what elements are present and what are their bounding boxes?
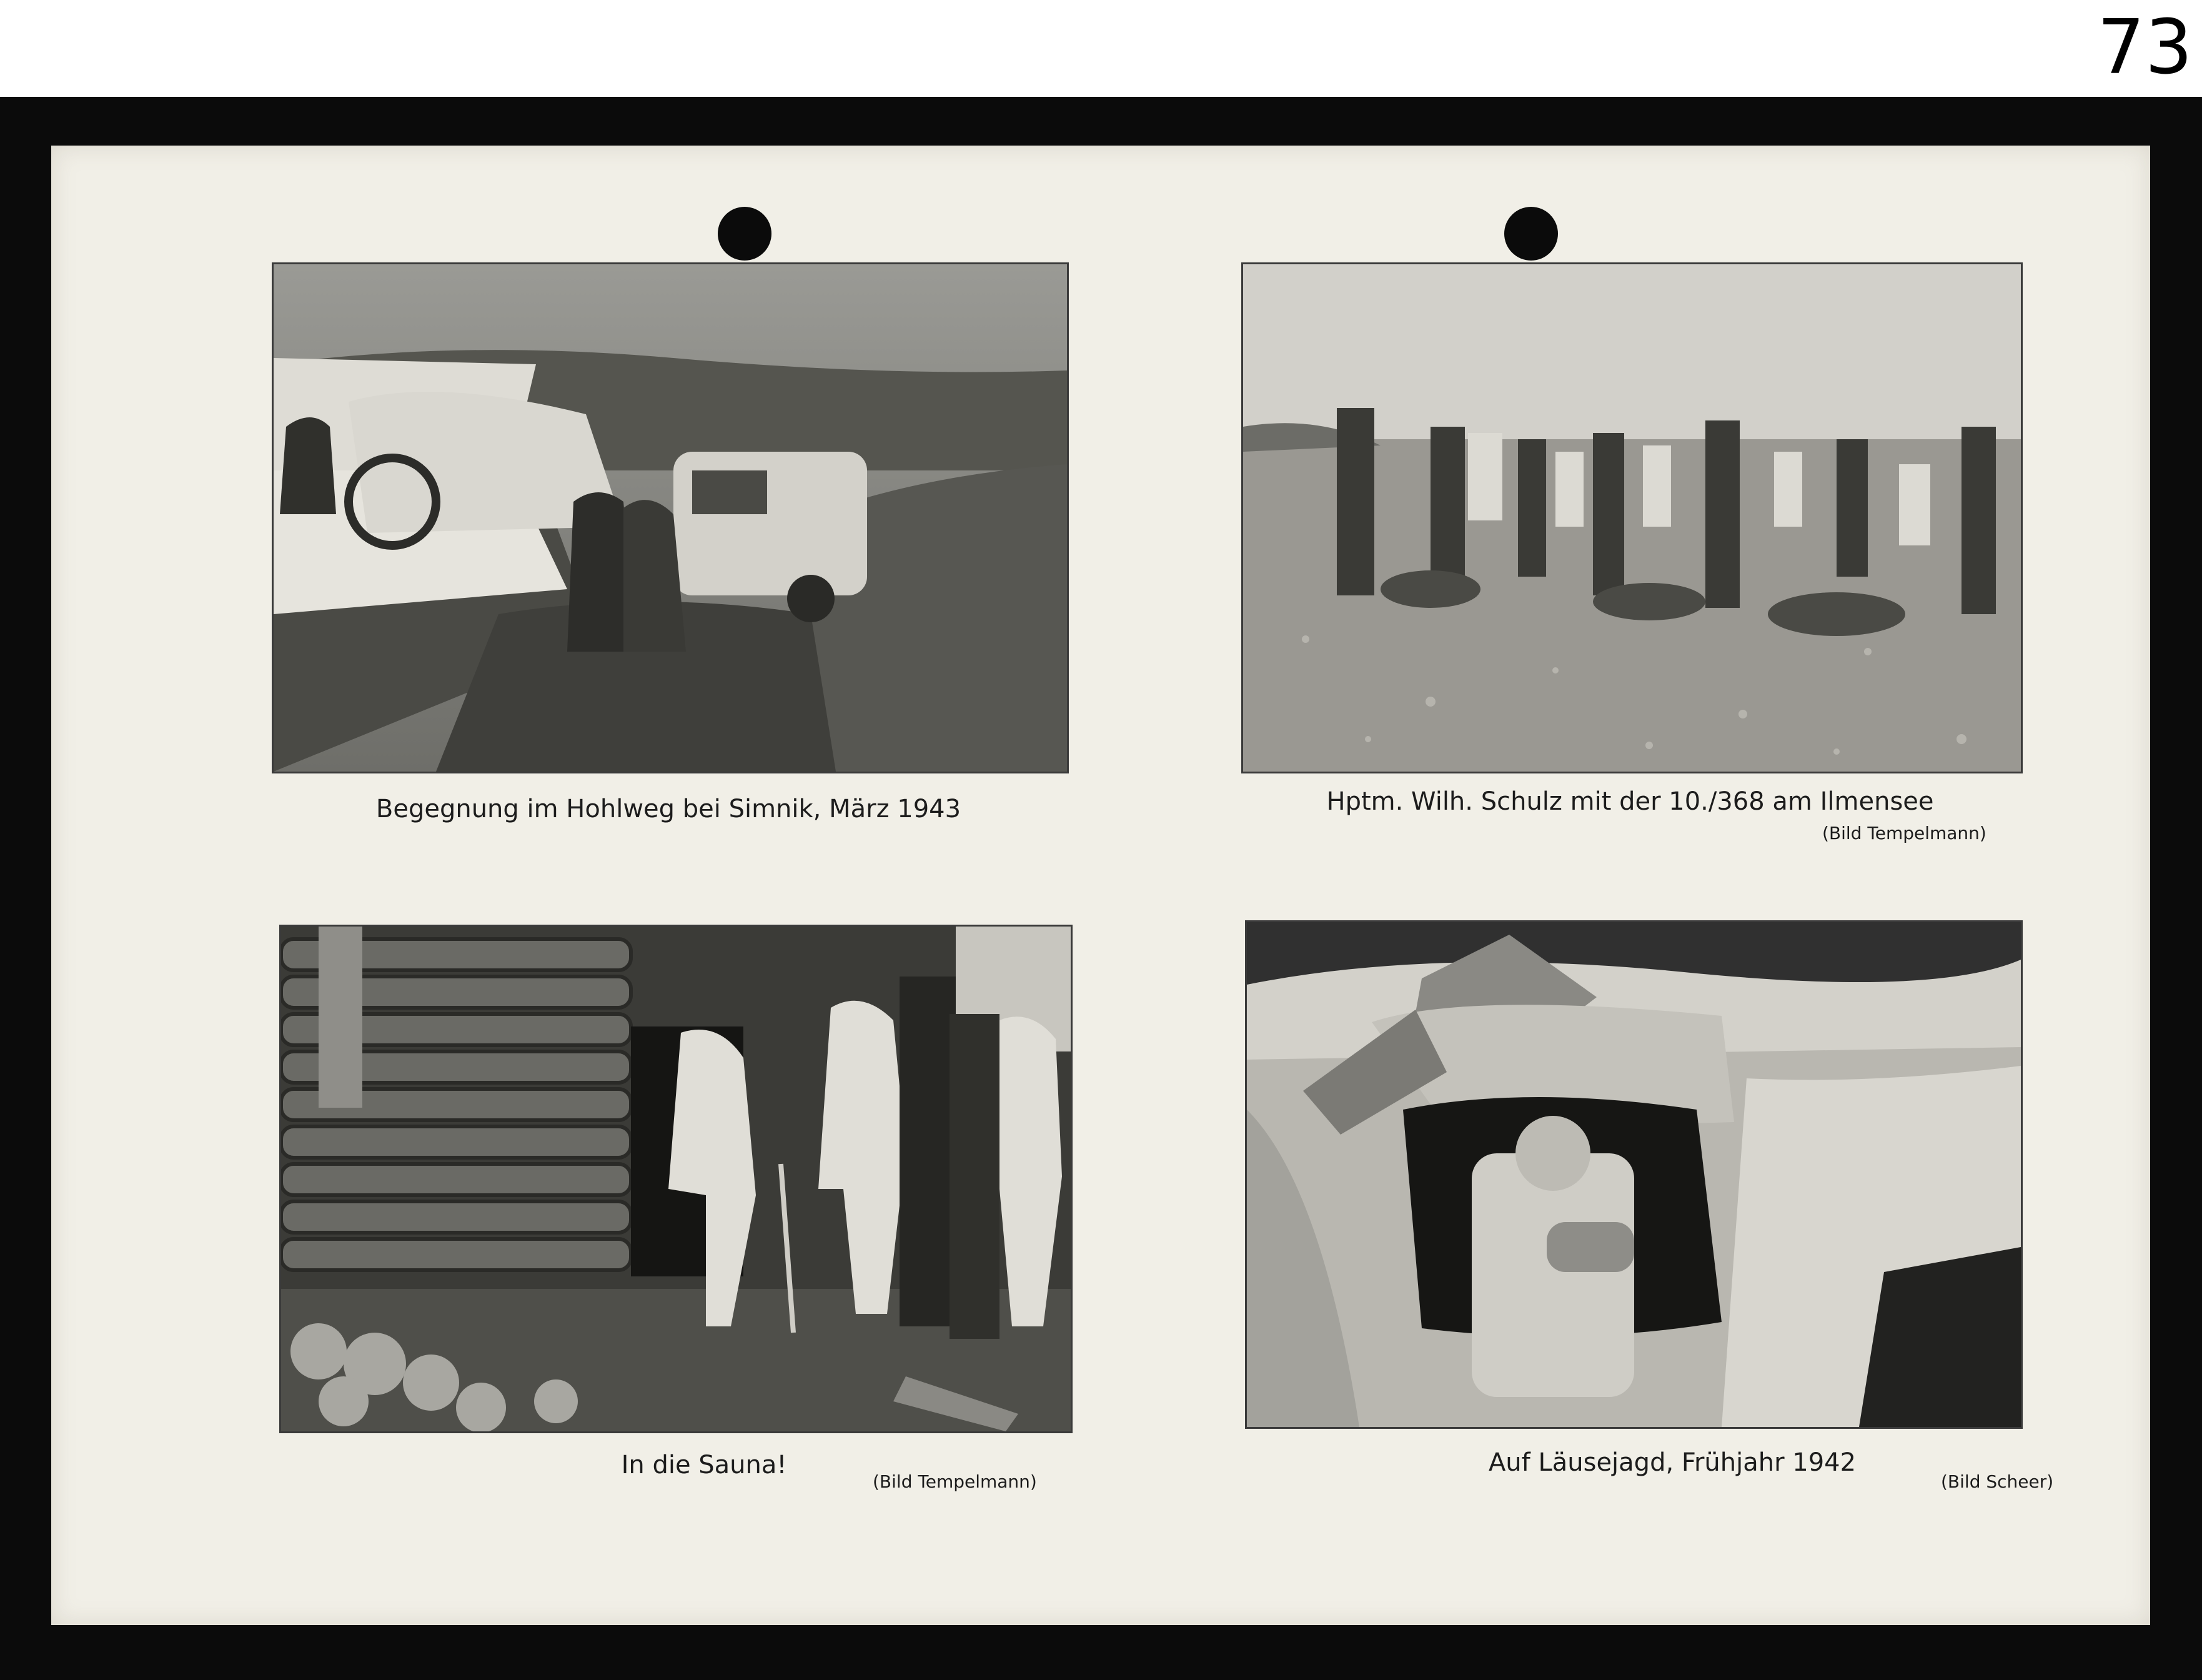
photo-sauna-image [281, 927, 1071, 1431]
photo-dugout-image [1247, 922, 2021, 1427]
album-page [51, 146, 2150, 1625]
credit-photo-2: (Bild Tempelmann) [1822, 823, 1986, 843]
caption-photo-1: Begegnung im Hohlweg bei Simnik, März 1943 [375, 795, 961, 823]
photo-truck-sunken-road [272, 262, 1069, 773]
photo-sauna [279, 925, 1073, 1433]
caption-photo-4: Auf Läusejagd, Frühjahr 1942 [1488, 1448, 1857, 1477]
caption-photo-2: Hptm. Wilh. Schulz mit der 10./368 am Ilmensee [1326, 787, 1934, 816]
punch-hole-left [718, 207, 771, 261]
punch-hole-right [1504, 207, 1558, 261]
photo-soldiers-ilmensee [1241, 262, 2023, 773]
photo-dugout [1245, 920, 2023, 1429]
credit-photo-3: (Bild Tempelmann) [873, 1471, 1037, 1492]
credit-photo-4: (Bild Scheer) [1941, 1471, 2054, 1492]
photo-truck-image [274, 264, 1067, 772]
caption-photo-3: In die Sauna! [621, 1451, 787, 1479]
page-number: 73 [2097, 4, 2193, 91]
photo-soldiers-image [1243, 264, 2021, 772]
